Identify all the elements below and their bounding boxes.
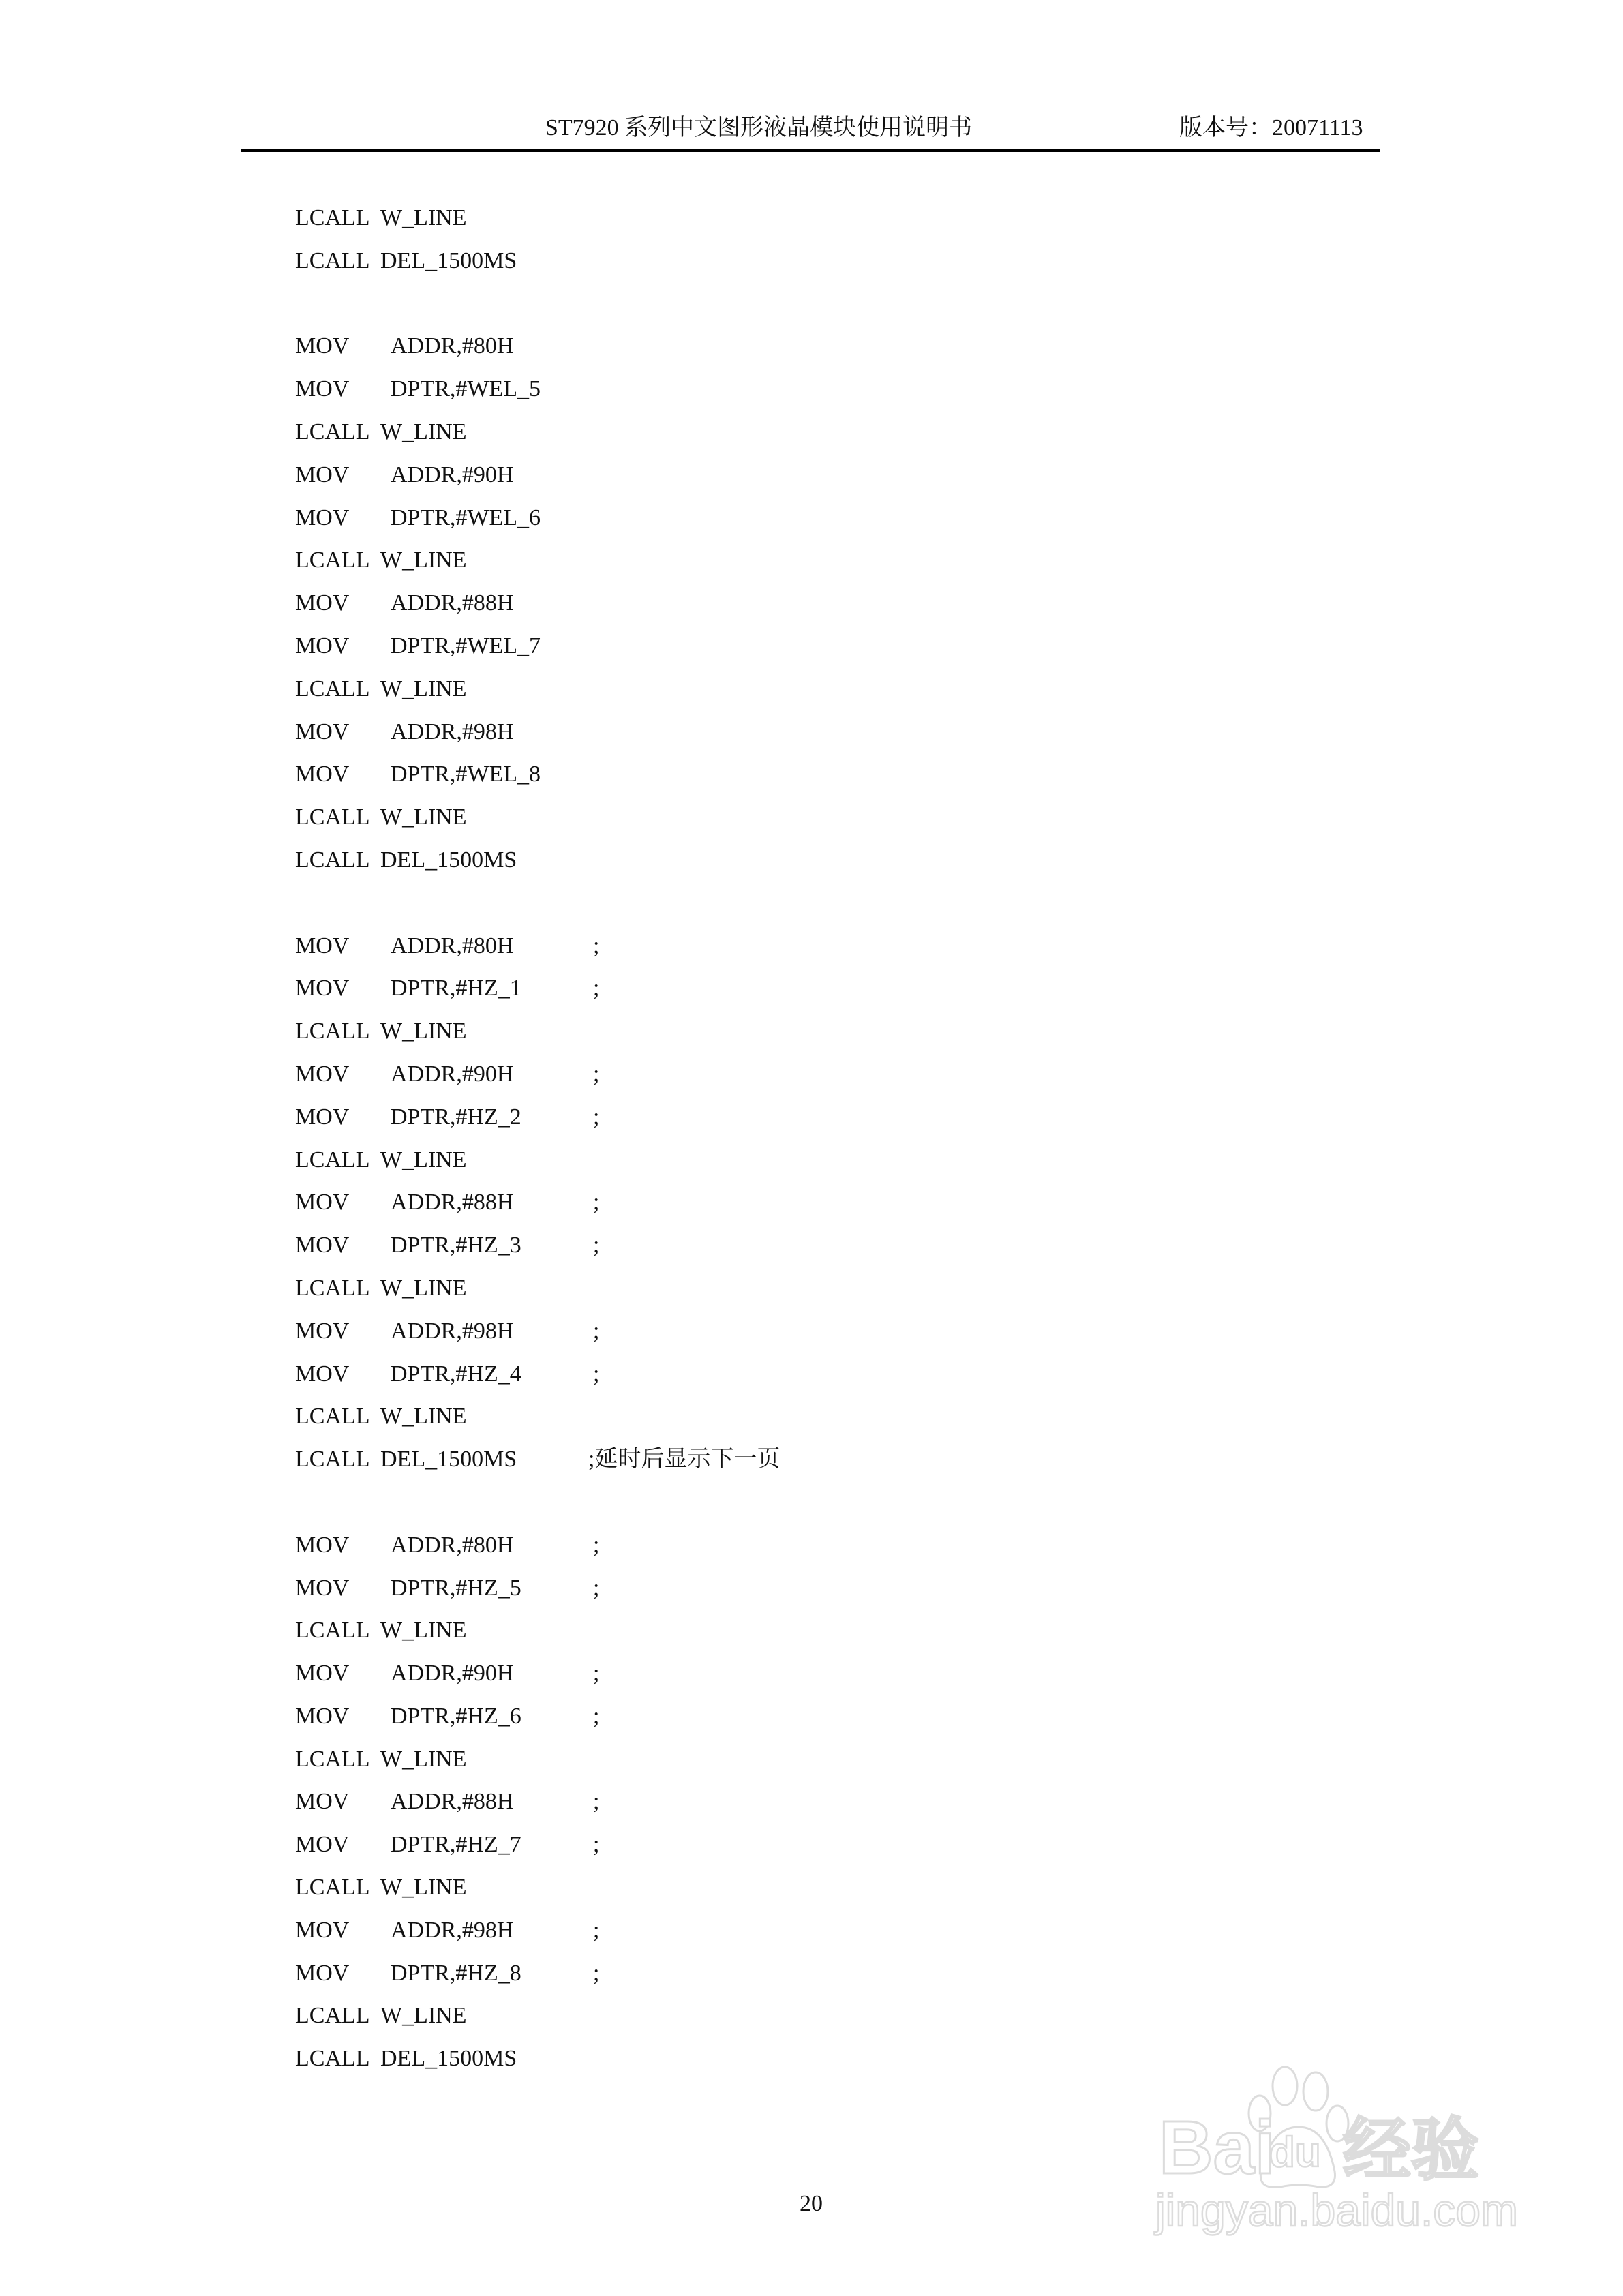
mnemonic: MOV bbox=[295, 1917, 350, 1943]
operand: ADDR,#98H bbox=[391, 1318, 514, 1344]
operand: W_LINE bbox=[380, 676, 467, 701]
comment-marker: ; bbox=[593, 1233, 600, 1258]
mnemonic: MOV bbox=[295, 376, 350, 402]
mnemonic: LCALL bbox=[295, 1875, 370, 1901]
svg-text:经验: 经验 bbox=[1343, 2110, 1479, 2190]
comment-marker: ; bbox=[593, 1703, 600, 1729]
comment-marker: ; bbox=[593, 1960, 600, 1986]
operand: DPTR,#HZ_1 bbox=[391, 976, 521, 1001]
mnemonic: MOV bbox=[295, 1190, 350, 1215]
operand: W_LINE bbox=[380, 419, 467, 444]
operand: DPTR,#HZ_7 bbox=[391, 1832, 521, 1858]
operand: DEL_1500MS bbox=[380, 247, 517, 273]
comment-marker: ; bbox=[593, 1832, 600, 1858]
mnemonic: MOV bbox=[295, 1703, 350, 1729]
mnemonic: LCALL bbox=[295, 419, 370, 444]
mnemonic: MOV bbox=[295, 504, 350, 530]
operand: ADDR,#88H bbox=[391, 590, 514, 616]
operand: DPTR,#HZ_4 bbox=[391, 1361, 521, 1387]
svg-text:jingyan.baidu.com: jingyan.baidu.com bbox=[1155, 2185, 1518, 2235]
operand: ADDR,#80H bbox=[391, 933, 514, 958]
comment-marker: ; bbox=[593, 933, 600, 958]
operand: W_LINE bbox=[380, 804, 467, 830]
svg-text:du: du bbox=[1269, 2129, 1321, 2176]
mnemonic: MOV bbox=[295, 719, 350, 744]
operand: DEL_1500MS bbox=[380, 1447, 517, 1472]
mnemonic: MOV bbox=[295, 1318, 350, 1344]
mnemonic: MOV bbox=[295, 1361, 350, 1387]
operand: ADDR,#98H bbox=[391, 1917, 514, 1943]
operand: ADDR,#98H bbox=[391, 719, 514, 744]
operand: W_LINE bbox=[380, 2003, 467, 2029]
mnemonic: LCALL bbox=[295, 804, 370, 830]
operand: W_LINE bbox=[380, 1618, 467, 1644]
comment-marker: ; bbox=[593, 976, 600, 1001]
mnemonic: MOV bbox=[295, 333, 350, 359]
operand: W_LINE bbox=[380, 205, 467, 230]
mnemonic: MOV bbox=[295, 933, 350, 958]
operand: DPTR,#HZ_6 bbox=[391, 1703, 521, 1729]
comment-marker: ; bbox=[593, 1318, 600, 1344]
mnemonic: MOV bbox=[295, 590, 350, 616]
mnemonic: MOV bbox=[295, 462, 350, 487]
mnemonic: LCALL bbox=[295, 1404, 370, 1430]
svg-text:Bai: Bai bbox=[1159, 2106, 1276, 2190]
mnemonic: LCALL bbox=[295, 547, 370, 573]
mnemonic: LCALL bbox=[295, 247, 370, 273]
operand: DPTR,#HZ_8 bbox=[391, 1960, 521, 1986]
operand: ADDR,#90H bbox=[391, 1661, 514, 1687]
mnemonic: MOV bbox=[295, 1661, 350, 1687]
comment-marker: ; bbox=[593, 1532, 600, 1558]
mnemonic: LCALL bbox=[295, 1275, 370, 1301]
mnemonic: LCALL bbox=[295, 1018, 370, 1044]
mnemonic: LCALL bbox=[295, 2003, 370, 2029]
operand: W_LINE bbox=[380, 547, 467, 573]
operand: ADDR,#88H bbox=[391, 1789, 514, 1815]
operand: ADDR,#80H bbox=[391, 333, 514, 359]
comment-marker: ; bbox=[593, 1575, 600, 1601]
operand: ADDR,#88H bbox=[391, 1190, 514, 1215]
mnemonic: MOV bbox=[295, 1104, 350, 1130]
operand: W_LINE bbox=[380, 1018, 467, 1044]
comment-marker: ; bbox=[593, 1190, 600, 1215]
comment-marker: ; bbox=[593, 1361, 600, 1387]
mnemonic: LCALL bbox=[295, 1618, 370, 1644]
operand: ADDR,#90H bbox=[391, 462, 514, 487]
mnemonic: LCALL bbox=[295, 1746, 370, 1772]
header-rule bbox=[241, 149, 1380, 152]
operand: W_LINE bbox=[380, 1404, 467, 1430]
mnemonic: LCALL bbox=[295, 676, 370, 701]
comment-marker: ; bbox=[593, 1917, 600, 1943]
operand: DPTR,#HZ_5 bbox=[391, 1575, 521, 1601]
operand: DPTR,#WEL_8 bbox=[391, 761, 541, 787]
mnemonic: MOV bbox=[295, 1061, 350, 1087]
operand: DPTR,#HZ_3 bbox=[391, 1233, 521, 1258]
comment-marker: ; bbox=[593, 1789, 600, 1815]
header-title: ST7920 系列中文图形液晶模块使用说明书 bbox=[545, 115, 973, 140]
operand: ADDR,#80H bbox=[391, 1532, 514, 1558]
comment-marker: ; bbox=[593, 1061, 600, 1087]
mnemonic: LCALL bbox=[295, 1147, 370, 1173]
mnemonic: MOV bbox=[295, 633, 350, 659]
header-version: 版本号：20071113 bbox=[1179, 115, 1363, 140]
baidu-jingyan-watermark bbox=[1152, 2052, 1534, 2243]
operand: W_LINE bbox=[380, 1147, 467, 1173]
mnemonic: LCALL bbox=[295, 2046, 370, 2072]
operand: ADDR,#90H bbox=[391, 1061, 514, 1087]
operand: DPTR,#WEL_6 bbox=[391, 504, 541, 530]
mnemonic: LCALL bbox=[295, 205, 370, 230]
comment-marker: ; bbox=[593, 1104, 600, 1130]
page-number: 20 bbox=[800, 2191, 823, 2216]
operand: W_LINE bbox=[380, 1275, 467, 1301]
mnemonic: LCALL bbox=[295, 1447, 370, 1472]
mnemonic: MOV bbox=[295, 1575, 350, 1601]
mnemonic: MOV bbox=[295, 1233, 350, 1258]
mnemonic: MOV bbox=[295, 1789, 350, 1815]
operand: DPTR,#WEL_5 bbox=[391, 376, 541, 402]
mnemonic: MOV bbox=[295, 1832, 350, 1858]
operand: DPTR,#WEL_7 bbox=[391, 633, 541, 659]
code-comment: ;延时后显示下一页 bbox=[588, 1447, 780, 1472]
operand: DEL_1500MS bbox=[380, 847, 517, 873]
comment-marker: ; bbox=[593, 1661, 600, 1687]
mnemonic: MOV bbox=[295, 976, 350, 1001]
operand: DEL_1500MS bbox=[380, 2046, 517, 2072]
operand: DPTR,#HZ_2 bbox=[391, 1104, 521, 1130]
mnemonic: LCALL bbox=[295, 847, 370, 873]
operand: W_LINE bbox=[380, 1875, 467, 1901]
mnemonic: MOV bbox=[295, 1532, 350, 1558]
mnemonic: MOV bbox=[295, 761, 350, 787]
operand: W_LINE bbox=[380, 1746, 467, 1772]
mnemonic: MOV bbox=[295, 1960, 350, 1986]
